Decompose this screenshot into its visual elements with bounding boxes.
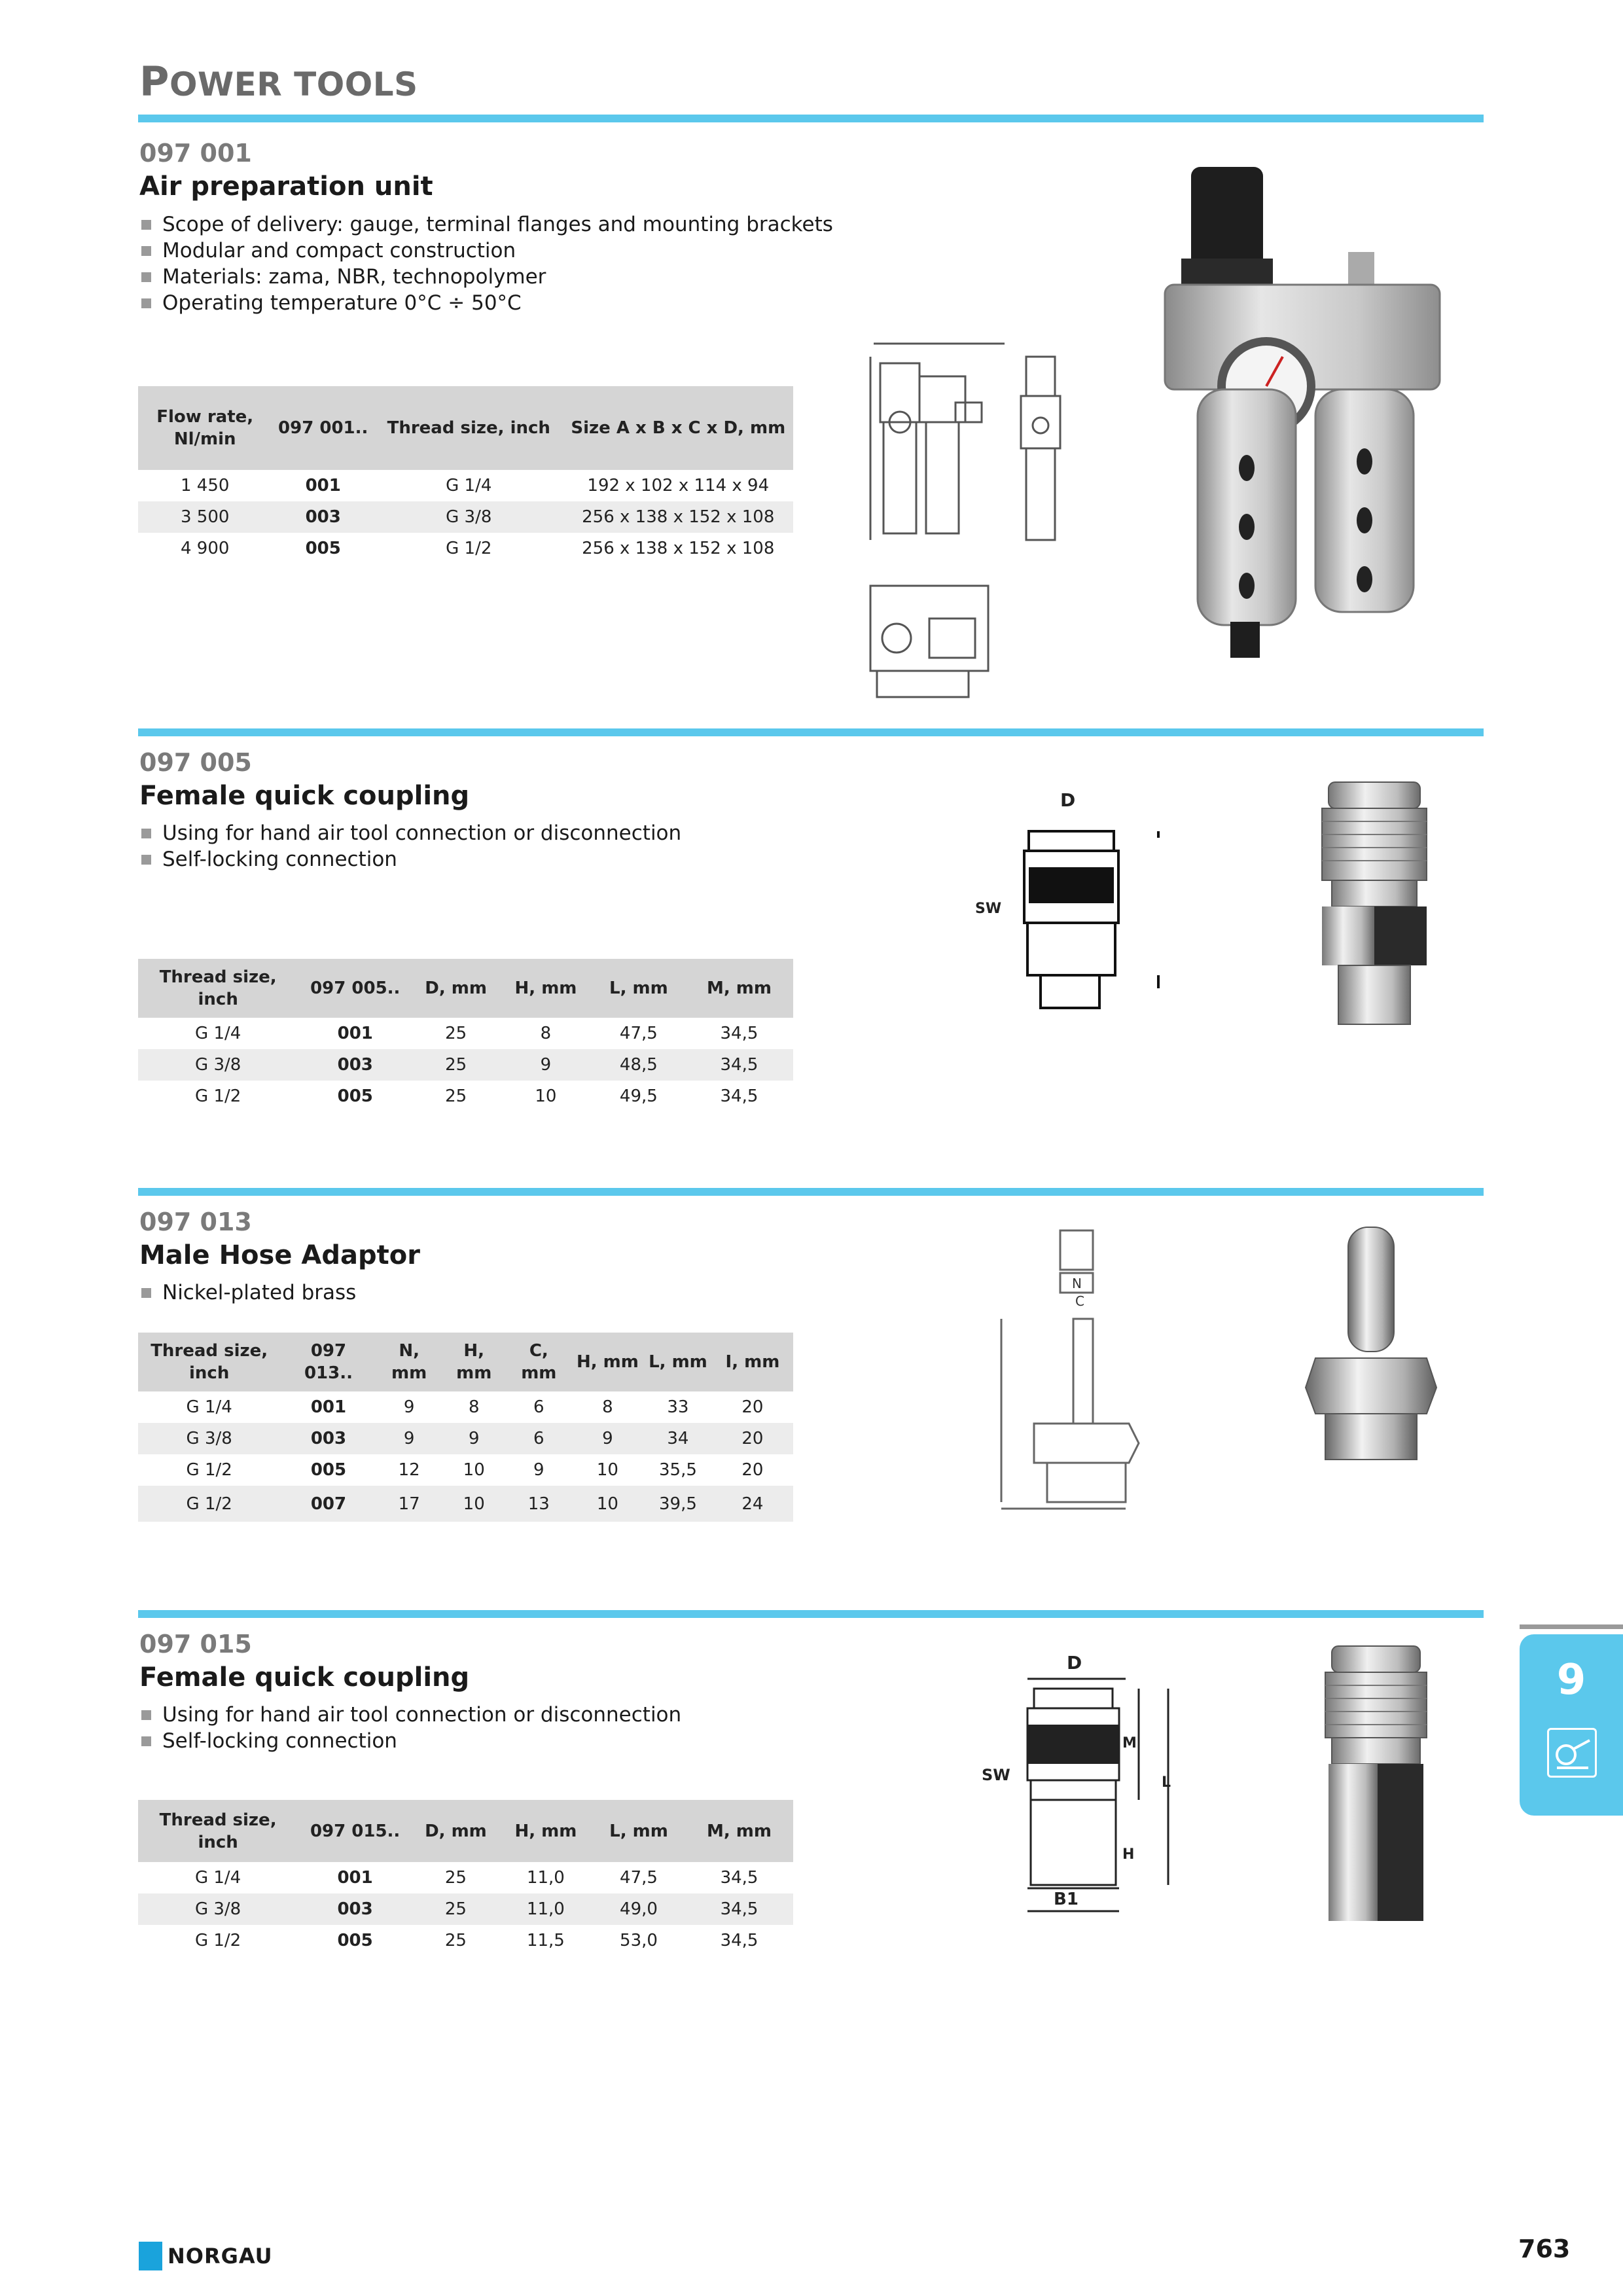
cell: 10 [463,1460,485,1480]
feature-item: Materials: zama, NBR, technopolymer [141,264,833,290]
feature-list [141,1280,356,1306]
column-header: C, mm [507,1333,571,1391]
technical-drawing [857,331,1073,697]
column-header: M, mm [685,959,793,1018]
feature-item: Using for hand air tool connection or disconnection [141,820,681,846]
cell: 3 500 [138,501,272,533]
cell: 256 x 138 x 152 x 108 [563,501,793,533]
cell: G 3/8 [138,1423,280,1454]
cell: 10 [571,1486,644,1522]
cell: G 1/2 [195,1086,241,1106]
technical-drawing [988,1227,1178,1515]
cell: 001 [310,1397,347,1417]
product-title: Female quick coupling [139,1662,470,1693]
table-row [138,1454,793,1486]
column-header: L, mm [644,1333,712,1391]
cell: 9 [403,1397,415,1417]
cell: 11,0 [526,1868,565,1888]
dimension-label: B1 [1054,1890,1079,1909]
table-header-row [138,1333,793,1391]
quick-coupling-photo [1309,782,1440,1031]
table-header-row [138,959,793,1018]
air-preparation-unit-photo [1152,160,1459,677]
table-row [138,1049,793,1081]
cell: 12 [398,1460,420,1480]
cell: 11,5 [526,1931,565,1950]
table-row [138,501,793,533]
hose-adaptor-photo [1302,1227,1440,1463]
column-header: 097 013.. [280,1333,376,1391]
table-row [138,1925,793,1956]
feature-list [141,820,681,872]
table-row [138,1893,793,1925]
page-number: 763 [1518,2234,1571,2263]
cell: 003 [272,501,374,533]
feature-item: Operating temperature 0°C ÷ 50°C [141,290,833,316]
product-title: Male Hose Adaptor [139,1240,420,1270]
spec-table [138,959,793,1112]
spec-table [138,1333,793,1522]
cell: 20 [741,1397,764,1417]
cell: 34,5 [720,1868,758,1888]
cell: 17 [377,1486,442,1522]
feature-item: Self-locking connection [141,846,681,872]
dimension-label: C [1075,1293,1084,1309]
section-rule [138,1610,1484,1618]
product-title: Female quick coupling [139,781,470,811]
cell: 003 [280,1423,376,1454]
cell: 11,0 [499,1893,592,1925]
feature-item: Scope of delivery: gauge, terminal flanges and mounting brackets [141,211,833,238]
section-rule [138,728,1484,736]
cell: G 1/2 [186,1460,232,1480]
brand-logo: NORGAU [168,2244,273,2269]
cell: 10 [596,1460,618,1480]
product-code: 097 001 [139,139,252,168]
table-row [138,1486,793,1522]
column-header: 097 005.. [298,959,412,1018]
cell: 001 [337,1024,373,1043]
cell: 34,5 [720,1086,758,1106]
cell: 13 [507,1486,571,1522]
cell: 6 [507,1423,571,1454]
column-header: N, mm [377,1333,442,1391]
cell: 005 [310,1460,347,1480]
table-row [138,470,793,501]
feature-item: Nickel-plated brass [141,1280,356,1306]
cell: 34,5 [720,1931,758,1950]
cell: 1 450 [181,476,230,495]
side-tab-rule [1520,1624,1623,1629]
column-header: I, mm [712,1333,793,1391]
feature-item: Modular and compact construction [141,238,833,264]
dimension-label: SW [975,901,1002,917]
spec-table [138,1800,793,1956]
cell: 34 [644,1423,712,1454]
cell: 8 [540,1024,552,1043]
dimension-label: L [1162,1774,1171,1791]
feature-item: Self-locking connection [141,1728,681,1754]
technical-drawing [975,785,1171,1034]
cell: 20 [741,1460,764,1480]
cell: 25 [412,1049,499,1081]
cell: 256 x 138 x 152 x 108 [582,539,775,558]
product-code: 097 005 [139,748,252,777]
table-row [138,1391,793,1423]
table-header-row [138,386,793,470]
cell: 001 [305,476,341,495]
column-header: Flow rate, Nl/min [138,386,272,470]
spec-table [138,386,793,564]
feature-list [141,211,833,316]
cell: 003 [298,1049,412,1081]
cell: G 1/4 [446,476,492,495]
cell: G 1/2 [446,539,492,558]
cell: 007 [280,1486,376,1522]
page-title: POWER TOOLS [139,58,418,105]
column-header: H, mm [571,1333,644,1391]
cell: 34,5 [720,1024,758,1043]
cell: 25 [412,1893,499,1925]
cell: 47,5 [619,1024,658,1043]
cell: 192 x 102 x 114 x 94 [587,476,770,495]
cell: 6 [533,1397,544,1417]
cell: 003 [298,1893,412,1925]
column-header: D, mm [412,959,499,1018]
table-row [138,1081,793,1112]
table-row [138,533,793,564]
cell: 49,5 [619,1086,658,1106]
cell: 10 [535,1086,557,1106]
cell: 001 [337,1868,373,1888]
cell: 24 [712,1486,793,1522]
technical-drawing [975,1649,1185,1924]
cell: 48,5 [592,1049,685,1081]
cell: 20 [712,1423,793,1454]
cell: 25 [445,1024,467,1043]
feature-list [141,1702,681,1754]
cell: 33 [667,1397,689,1417]
cell: 53,0 [620,1931,658,1950]
product-code: 097 015 [139,1630,252,1659]
cell: 39,5 [644,1486,712,1522]
cell: 005 [337,1086,373,1106]
cell: 25 [444,1931,467,1950]
column-header: H, mm [499,959,592,1018]
cell: G 1/4 [195,1024,241,1043]
table-header-row [138,1800,793,1862]
table-row [138,1018,793,1049]
cell: 9 [571,1423,644,1454]
column-header: 097 001.. [272,386,374,470]
column-header: L, mm [592,959,685,1018]
cell: 49,0 [592,1893,685,1925]
cell: G 3/8 [138,1893,298,1925]
cell: G 1/4 [186,1397,232,1417]
table-row [138,1862,793,1893]
column-header: Thread size, inch [374,386,563,470]
cell: 9 [499,1049,592,1081]
column-header: D, mm [412,1800,499,1862]
cell: G 3/8 [374,501,563,533]
dimension-label: M [1122,1735,1137,1751]
dimension-label: H [1122,1846,1135,1863]
cell: 005 [305,539,341,558]
cell: 25 [445,1086,467,1106]
cell: 34,5 [685,1893,793,1925]
cell: 4 900 [181,539,230,558]
dimension-label: SW [982,1766,1010,1784]
header-rule [138,115,1484,122]
product-code: 097 013 [139,1208,252,1236]
cell: 9 [442,1423,507,1454]
column-header: 097 015.. [298,1800,412,1862]
column-header: M, mm [685,1800,793,1862]
column-header: Thread size, inch [138,1800,298,1862]
cell: 25 [444,1868,467,1888]
dimension-label: D [1060,789,1076,811]
cell: 47,5 [620,1868,658,1888]
grinder-icon [1547,1728,1597,1778]
product-title: Air preparation unit [139,171,433,202]
column-header: Thread size, inch [138,959,298,1018]
feature-item: Using for hand air tool connection or disconnection [141,1702,681,1728]
cell: G 1/2 [194,1931,241,1950]
column-header: L, mm [592,1800,685,1862]
chapter-number: 9 [1556,1656,1586,1704]
column-header: H, mm [499,1800,592,1862]
cell: 005 [337,1931,373,1950]
cell: 9 [533,1460,544,1480]
cell: 10 [442,1486,507,1522]
cell: G 1/4 [194,1868,241,1888]
cell: 8 [468,1397,480,1417]
cell: 8 [602,1397,613,1417]
cell: 35,5 [658,1460,697,1480]
column-header: Thread size, inch [138,1333,280,1391]
cell: 34,5 [685,1049,793,1081]
cell: G 1/2 [138,1486,280,1522]
dimension-label: D [1067,1652,1082,1674]
section-rule [138,1188,1484,1196]
column-header: H, mm [442,1333,507,1391]
quick-coupling-photo [1319,1646,1433,1924]
cell: 9 [377,1423,442,1454]
brand-logo-mark [139,2242,162,2270]
table-row [138,1423,793,1454]
dimension-label: N [1072,1276,1082,1291]
cell: G 3/8 [138,1049,298,1081]
column-header: Size A x B x C x D, mm [563,386,793,470]
